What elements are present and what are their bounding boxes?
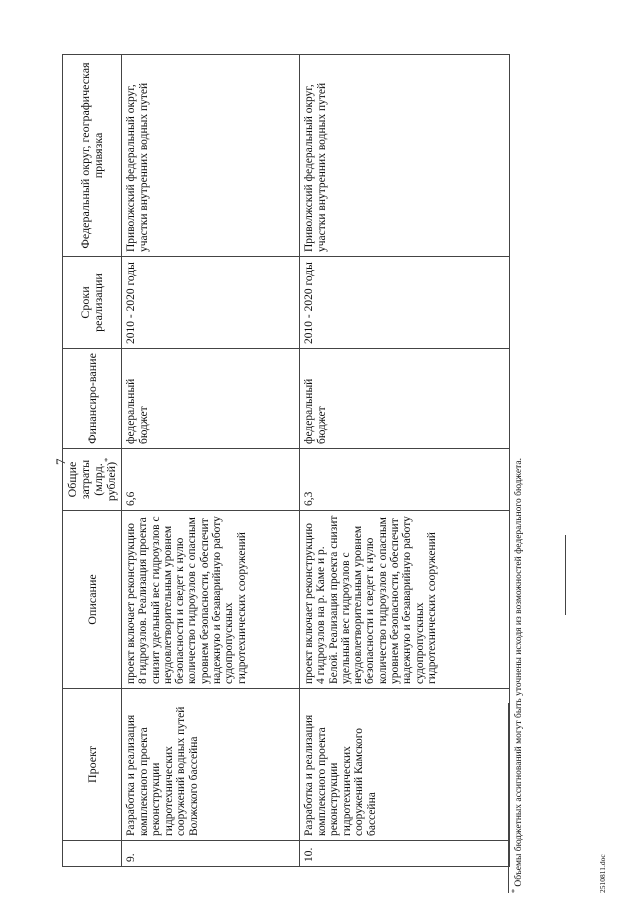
row-financing: федеральный бюджет [300,349,510,449]
header-district: Федеральный округ, географическая привязка [63,55,122,257]
row-costs: 6,3 [300,449,510,511]
header-costs-text: Общие затраты (млрд. рублей) [65,459,118,502]
projects-table [62,54,510,867]
row-project: Разработка и реализация комплексного проекта реконструкции гидротехнических сооружений водных путей Волжского бассейна [122,689,300,841]
row-description: проект включает реконструкцию 4 гидроузлов на р. Каме и р. Белой. Реализация проекта снизит удельный вес гидроузлов с неудовлетворительным уровнем безопасности и сведет к нулю количество гидроузлов с опасным уровнем безопасности, обеспечит надежную и безаварийную работу судопропускных гидротехнических сооружений [300,511,510,689]
row-costs: 6,6 [122,449,300,511]
row-district: Приволжский федеральный округ, участки внутренних водных путей [122,55,300,257]
row-project: Разработка и реализация комплексного проекта реконструкции гидротехнических сооружений Камского бассейна [300,689,510,841]
table-header-row [63,55,122,867]
footnote-divider [508,703,509,893]
table-row [300,55,510,867]
header-description: Описание [63,511,122,689]
row-num: 9. [122,841,300,867]
footnote-text: Объемы бюджетных ассигнований могут быть уточнены исходя из возможностей федерального бюджета. [514,458,524,887]
header-project: Проект [63,689,122,841]
footnote-mark: * [509,889,519,893]
row-financing: федеральный бюджет [122,349,300,449]
header-financing: Финансиро-вание [63,349,122,449]
header-costs [63,449,122,511]
header-num [63,841,122,867]
page-number: 7 [53,458,68,465]
row-num: 10. [300,841,510,867]
table-row [122,55,300,867]
document-code: 2510811.doc [598,854,607,893]
header-terms: Сроки реализации [63,257,122,349]
end-divider [565,535,566,615]
footnote [509,458,524,893]
header-costs-mark: * [103,457,112,462]
row-description: проект включает реконструкцию 8 гидроузлов. Реализация проекта снизит удельный вес гидроузлов с неудовлетворительным уровнем безопасности и сведет к нулю количество гидроузлов с опасным уровнем безопасности, обеспечит надежную и безаварийную работу судопропускных гидротехнических сооружений [122,511,300,689]
row-district: Приволжский федеральный округ, участки внутренних водных путей [300,55,510,257]
row-terms: 2010 - 2020 годы [300,257,510,349]
row-terms: 2010 - 2020 годы [122,257,300,349]
